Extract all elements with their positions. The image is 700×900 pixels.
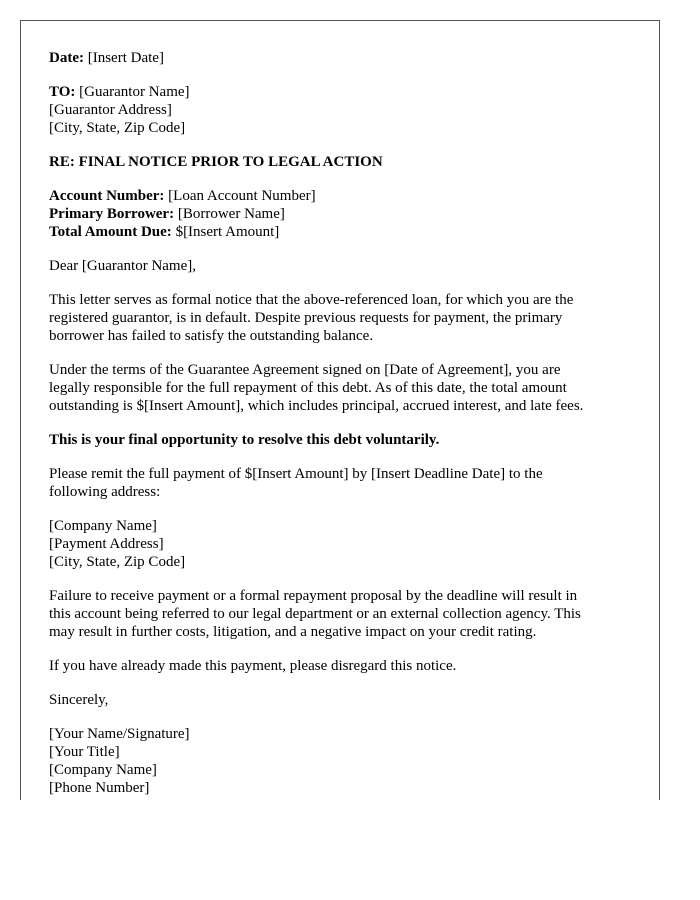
paragraph-remit-instructions xyxy=(49,465,631,501)
total-due-label: Total Amount Due: xyxy=(49,224,172,240)
subject-text: RE: FINAL NOTICE PRIOR TO LEGAL ACTION xyxy=(49,154,383,170)
signature-title: [Your Title] xyxy=(49,744,120,760)
recipient-block xyxy=(49,83,631,137)
remit-address-block xyxy=(49,517,631,571)
paragraph-line: Please remit the full payment of $[Insert Amount] by [Insert Deadline Date] to the xyxy=(49,466,543,482)
paragraph-line: registered guarantor, is in default. Despite previous requests for payment, the primary xyxy=(49,310,563,326)
remit-company-name: [Company Name] xyxy=(49,518,157,534)
account-number-line xyxy=(49,187,631,205)
remit-payment-address: [Payment Address] xyxy=(49,536,164,552)
date-label: Date: xyxy=(49,50,84,66)
account-details xyxy=(49,187,631,241)
signature-company: [Company Name] xyxy=(49,762,157,778)
date-line xyxy=(49,49,631,67)
recipient-address: [Guarantor Address] xyxy=(49,102,172,118)
paragraph-line: this account being referred to our legal department or an external collection agency. This xyxy=(49,606,581,622)
paragraph-line: Failure to receive payment or a formal repayment proposal by the deadline will result in xyxy=(49,588,578,604)
paragraph-line: Under the terms of the Guarantee Agreement signed on [Date of Agreement], you are xyxy=(49,362,561,378)
total-due-value: $[Insert Amount] xyxy=(171,224,280,240)
signature-block xyxy=(49,725,631,797)
final-opportunity-text: This is your final opportunity to resolve this debt voluntarily. xyxy=(49,432,440,448)
signature-phone: [Phone Number] xyxy=(49,780,150,796)
remit-city-state-zip: [City, State, Zip Code] xyxy=(49,554,186,570)
paragraph-line: following address: xyxy=(49,484,161,500)
recipient-name-line xyxy=(49,83,631,101)
paragraph-agreement-terms xyxy=(49,361,631,415)
account-number-value: [Loan Account Number] xyxy=(164,188,316,204)
paragraph-line: This letter serves as formal notice that the above-referenced loan, for which you are the xyxy=(49,292,574,308)
account-number-label: Account Number: xyxy=(49,188,165,204)
subject-line xyxy=(49,153,631,171)
date-value: [Insert Date] xyxy=(83,50,164,66)
recipient-city: [City, State, Zip Code] xyxy=(49,120,186,136)
primary-borrower-label: Primary Borrower: xyxy=(49,206,175,222)
paragraph-consequences xyxy=(49,587,631,641)
paragraph-line: legally responsible for the full repayment of this debt. As of this date, the total amount xyxy=(49,380,567,396)
paragraph-line: may result in further costs, litigation, and a negative impact on your credit rating. xyxy=(49,624,537,640)
salutation: Dear [Guarantor Name], xyxy=(49,258,197,274)
paragraph-line: borrower has failed to satisfy the outstanding balance. xyxy=(49,328,374,344)
total-due-line xyxy=(49,223,631,241)
paragraph-default-notice xyxy=(49,291,631,345)
to-label: TO: xyxy=(49,84,76,100)
letter-page xyxy=(20,20,660,800)
paragraph-disregard: If you have already made this payment, please disregard this notice. xyxy=(49,658,457,674)
paragraph-line: outstanding is $[Insert Amount], which includes principal, accrued interest, and late fees. xyxy=(49,398,584,414)
primary-borrower-line xyxy=(49,205,631,223)
signature-name: [Your Name/Signature] xyxy=(49,726,190,742)
sign-off: Sincerely, xyxy=(49,692,109,708)
final-opportunity-statement xyxy=(49,431,631,449)
primary-borrower-value: [Borrower Name] xyxy=(174,206,285,222)
recipient-name: [Guarantor Name] xyxy=(75,84,190,100)
